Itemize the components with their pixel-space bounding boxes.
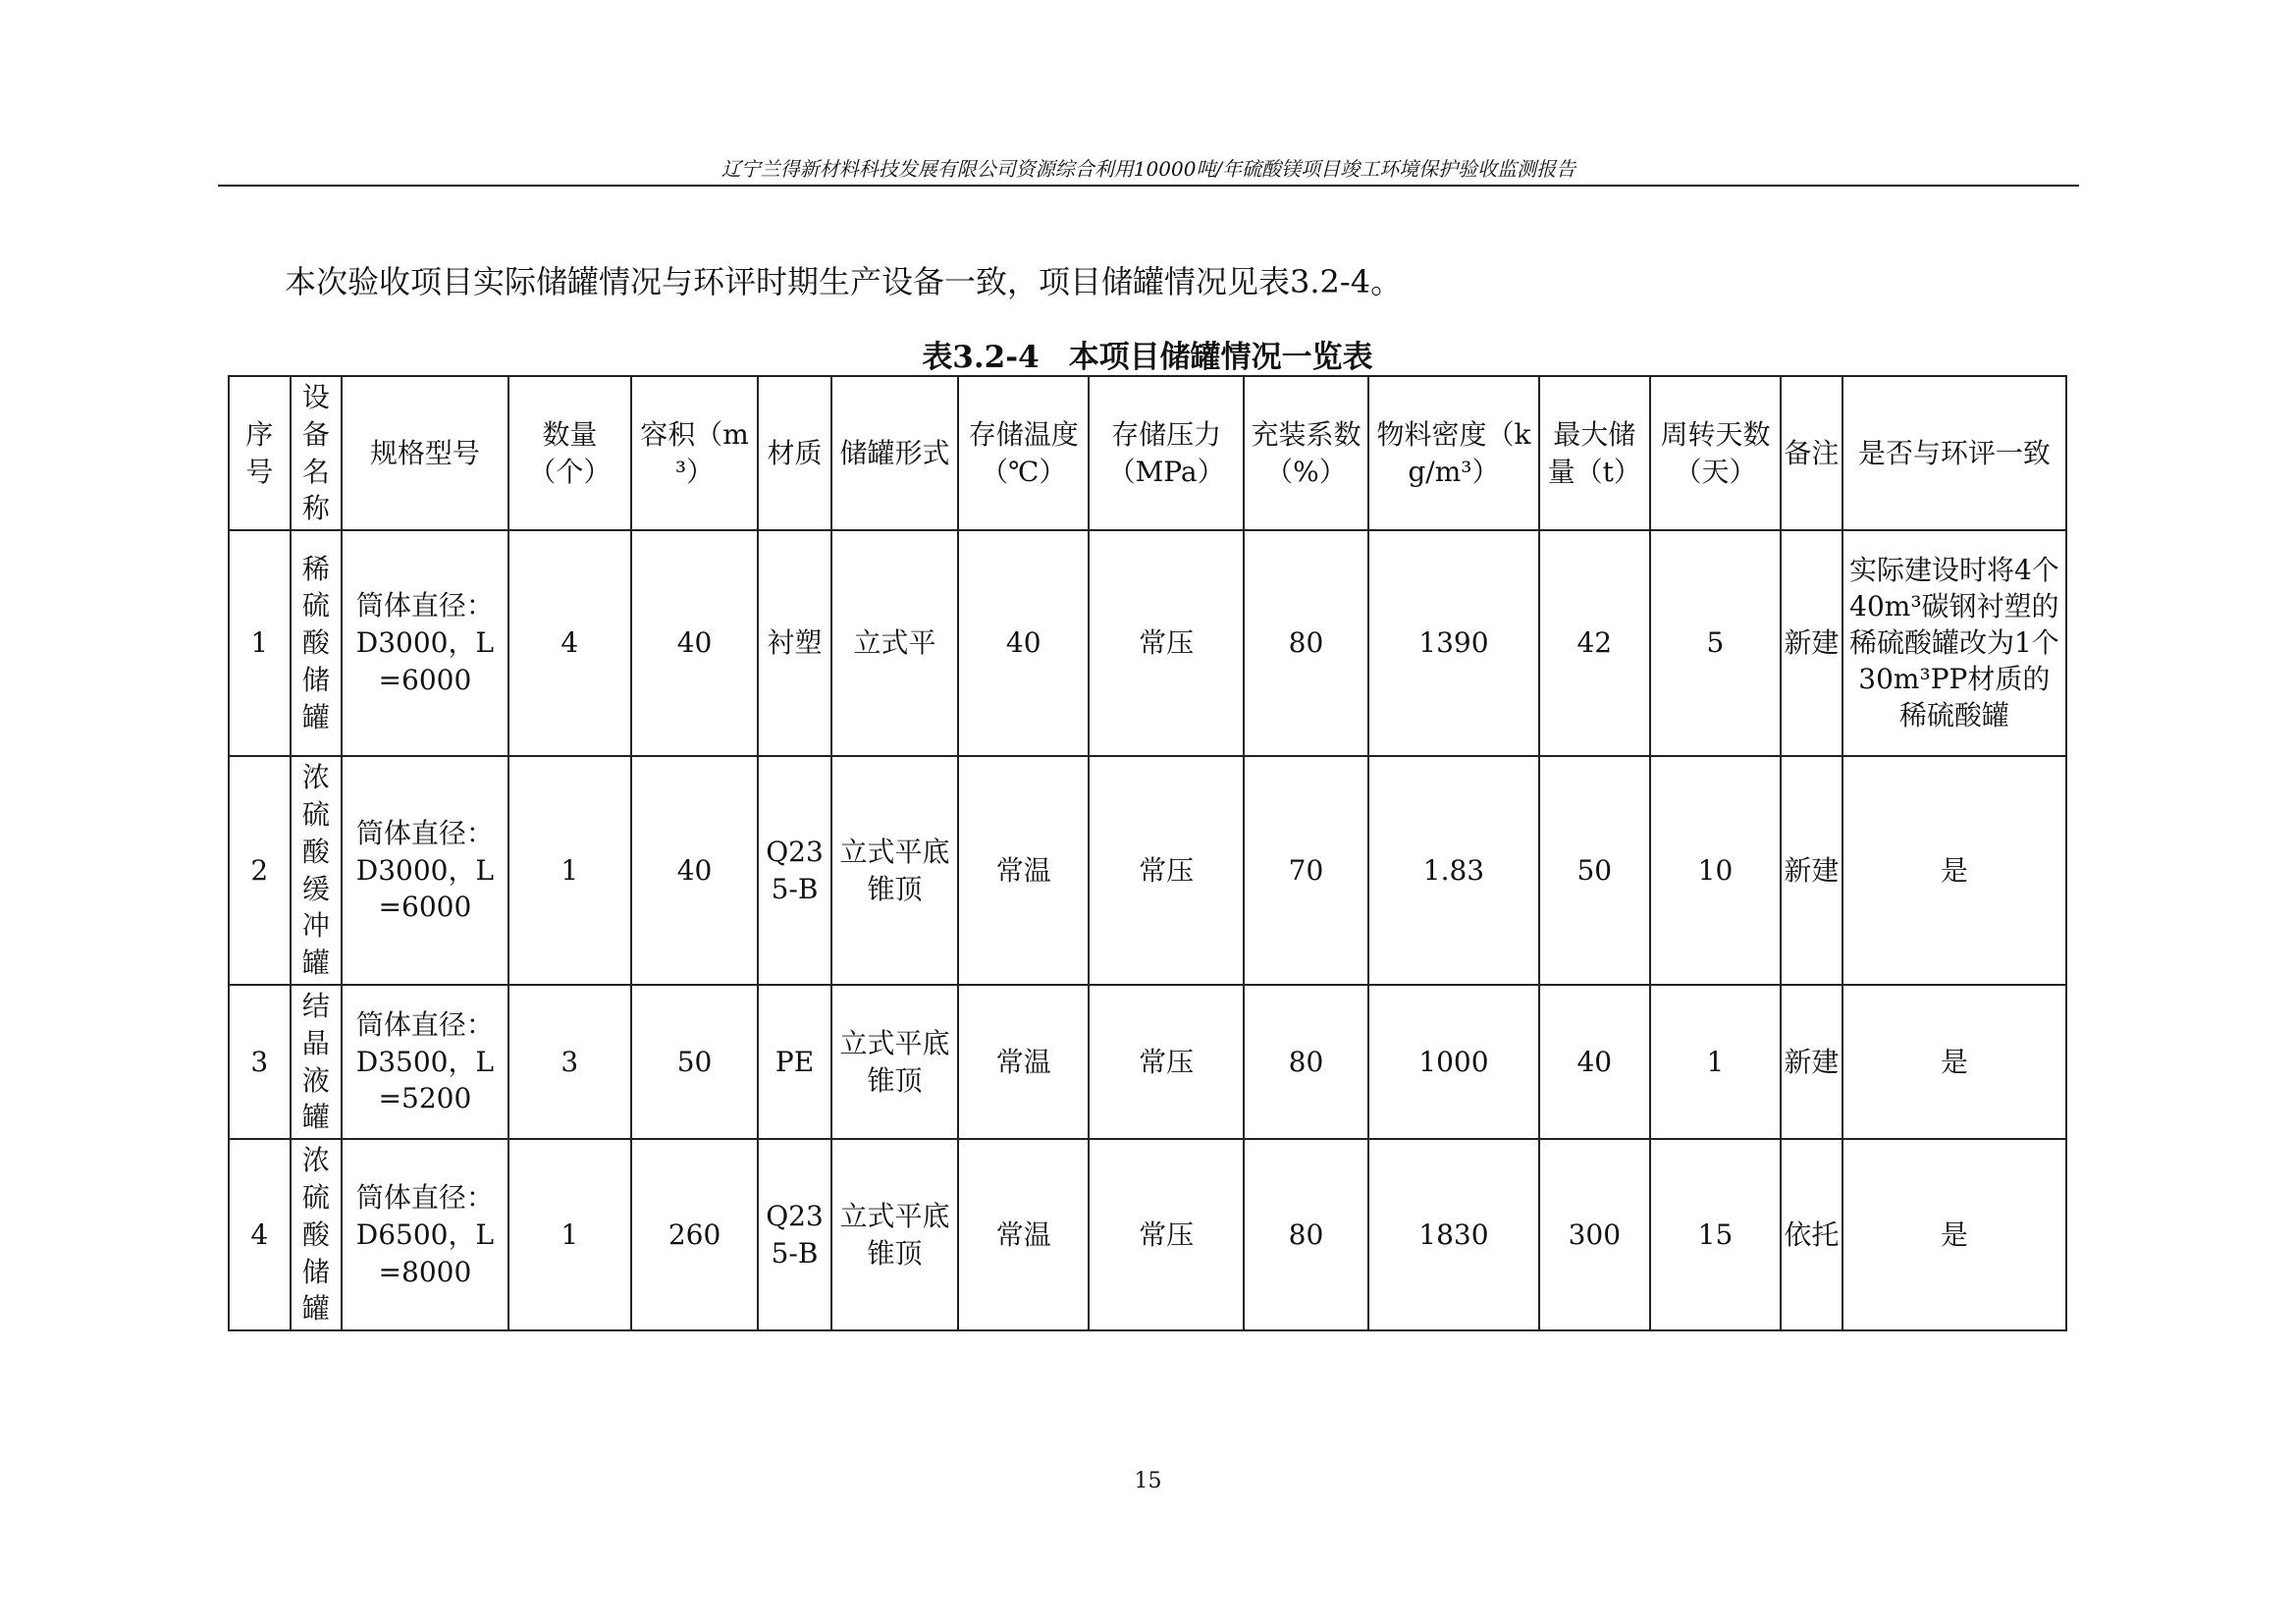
cell-no: 1 — [229, 530, 291, 756]
cell-material: PE — [758, 985, 831, 1139]
header-divider — [218, 185, 2079, 187]
cell-consistent: 实际建设时将4个40m³碳钢衬塑的稀硫酸罐改为1个30m³PP材质的稀硫酸罐 — [1842, 530, 2066, 756]
column-header-no: 序号 — [229, 376, 291, 530]
cell-name: 浓硫酸储罐 — [291, 1139, 343, 1330]
page-number: 15 — [1134, 1469, 1162, 1493]
cell-temp: 常温 — [958, 1139, 1089, 1330]
column-header-turnover: 周转天数（天） — [1650, 376, 1781, 530]
cell-volume: 50 — [631, 985, 758, 1139]
cell-fill: 80 — [1244, 530, 1368, 756]
cell-volume: 40 — [631, 756, 758, 985]
cell-turnover: 1 — [1650, 985, 1781, 1139]
cell-turnover: 15 — [1650, 1139, 1781, 1330]
cell-form: 立式平底锥顶 — [831, 985, 958, 1139]
cell-fill: 80 — [1244, 985, 1368, 1139]
column-header-pressure: 存储压力（MPa） — [1089, 376, 1244, 530]
cell-no: 3 — [229, 985, 291, 1139]
cell-spec: 筒体直径：D6500，L=8000 — [342, 1139, 508, 1330]
cell-density: 1830 — [1368, 1139, 1539, 1330]
column-header-fill: 充装系数（%） — [1244, 376, 1368, 530]
table-caption-number: 表3.2-4 — [922, 340, 1040, 375]
cell-temp: 常温 — [958, 756, 1089, 985]
cell-max-storage: 42 — [1539, 530, 1650, 756]
cell-remark: 依托 — [1781, 1139, 1842, 1330]
cell-no: 2 — [229, 756, 291, 985]
cell-max-storage: 40 — [1539, 985, 1650, 1139]
cell-name: 稀硫酸储罐 — [291, 530, 343, 756]
table-header-row — [229, 376, 2066, 530]
column-header-volume: 容积（m³） — [631, 376, 758, 530]
column-header-material: 材质 — [758, 376, 831, 530]
cell-form: 立式平底锥顶 — [831, 756, 958, 985]
column-header-max-storage: 最大储量（t） — [1539, 376, 1650, 530]
cell-spec: 筒体直径：D3000，L=6000 — [342, 756, 508, 985]
cell-material: 衬塑 — [758, 530, 831, 756]
cell-remark: 新建 — [1781, 985, 1842, 1139]
cell-pressure: 常压 — [1089, 530, 1244, 756]
column-header-form: 储罐形式 — [831, 376, 958, 530]
cell-spec: 筒体直径：D3000，L=6000 — [342, 530, 508, 756]
column-header-temp: 存储温度（℃） — [958, 376, 1089, 530]
cell-max-storage: 300 — [1539, 1139, 1650, 1330]
table-row — [229, 756, 2066, 985]
cell-material: Q235-B — [758, 1139, 831, 1330]
cell-temp: 常温 — [958, 985, 1089, 1139]
cell-fill: 80 — [1244, 1139, 1368, 1330]
cell-pressure: 常压 — [1089, 756, 1244, 985]
cell-name: 浓硫酸缓冲罐 — [291, 756, 343, 985]
cell-consistent: 是 — [1842, 1139, 2066, 1330]
cell-volume: 260 — [631, 1139, 758, 1330]
table-row — [229, 985, 2066, 1139]
cell-pressure: 常压 — [1089, 1139, 1244, 1330]
column-header-consistent: 是否与环评一致 — [1842, 376, 2066, 530]
cell-fill: 70 — [1244, 756, 1368, 985]
cell-consistent: 是 — [1842, 985, 2066, 1139]
cell-volume: 40 — [631, 530, 758, 756]
page-header-title: 辽宁兰得新材料科技发展有限公司资源综合利用10000吨/年硫酸镁项目竣工环境保护验收监测报告 — [721, 157, 1576, 181]
cell-material: Q235-B — [758, 756, 831, 985]
cell-qty: 4 — [508, 530, 631, 756]
cell-density: 1.83 — [1368, 756, 1539, 985]
cell-remark: 新建 — [1781, 756, 1842, 985]
cell-density: 1000 — [1368, 985, 1539, 1139]
intro-paragraph: 本次验收项目实际储罐情况与环评时期生产设备一致，项目储罐情况见表3.2-4。 — [285, 263, 1403, 300]
column-header-spec: 规格型号 — [342, 376, 508, 530]
cell-qty: 1 — [508, 1139, 631, 1330]
cell-qty: 1 — [508, 756, 631, 985]
cell-max-storage: 50 — [1539, 756, 1650, 985]
cell-form: 立式平底锥顶 — [831, 1139, 958, 1330]
table-caption — [228, 332, 2067, 376]
cell-turnover: 5 — [1650, 530, 1781, 756]
cell-pressure: 常压 — [1089, 985, 1244, 1139]
cell-no: 4 — [229, 1139, 291, 1330]
column-header-name: 设备名称 — [291, 376, 343, 530]
cell-spec: 筒体直径：D3500，L=5200 — [342, 985, 508, 1139]
table-row — [229, 1139, 2066, 1330]
column-header-density: 物料密度（kg/m³） — [1368, 376, 1539, 530]
cell-remark: 新建 — [1781, 530, 1842, 756]
cell-consistent: 是 — [1842, 756, 2066, 985]
cell-qty: 3 — [508, 985, 631, 1139]
storage-tank-table — [228, 375, 2067, 1331]
table-row — [229, 530, 2066, 756]
table-caption-title: 本项目储罐情况一览表 — [1068, 340, 1373, 375]
cell-name: 结晶液罐 — [291, 985, 343, 1139]
column-header-qty: 数量（个） — [508, 376, 631, 530]
cell-temp: 40 — [958, 530, 1089, 756]
cell-form: 立式平 — [831, 530, 958, 756]
column-header-remark: 备注 — [1781, 376, 1842, 530]
cell-turnover: 10 — [1650, 756, 1781, 985]
cell-density: 1390 — [1368, 530, 1539, 756]
